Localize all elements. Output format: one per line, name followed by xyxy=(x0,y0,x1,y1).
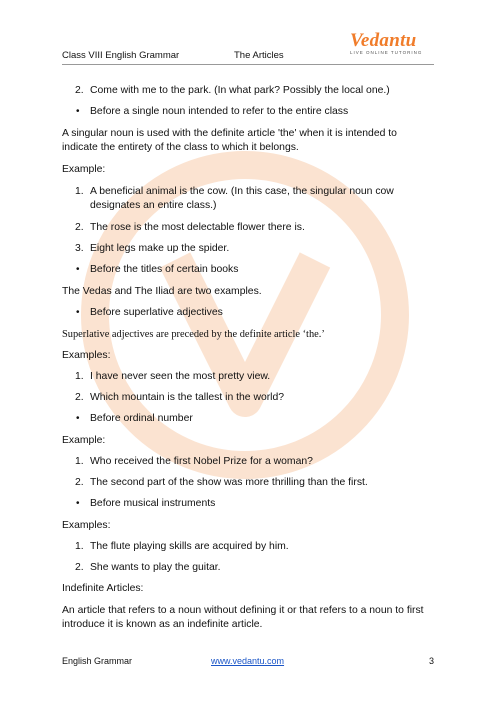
list-text: The second part of the show was more thrilling than the first. xyxy=(90,477,368,488)
list-number: 1. xyxy=(75,186,84,197)
bullet-text: Before the titles of certain books xyxy=(90,264,239,275)
header-subject: Class VIII English Grammar xyxy=(62,50,180,61)
footer-subject: English Grammar xyxy=(62,656,133,666)
list-text: Which mountain is the tallest in the world? xyxy=(90,392,285,403)
paragraph-line: An article that refers to a noun without defining it or that refers to a noun to first xyxy=(62,605,424,616)
list-text: Who received the first Nobel Prize for a woman? xyxy=(90,456,313,467)
list-text: Come with me to the park. (In what park? Possibly the local one.) xyxy=(90,85,390,96)
footer-link[interactable]: www.vedantu.com xyxy=(211,656,285,666)
list-text: Eight legs make up the spider. xyxy=(90,243,230,254)
bullet-icon: • xyxy=(76,498,80,509)
page-number: 3 xyxy=(428,656,434,666)
example-label: Example: xyxy=(62,435,106,446)
example-label: Examples: xyxy=(62,350,111,361)
bullet-text: Before musical instruments xyxy=(90,498,216,509)
list-text: I have never seen the most pretty view. xyxy=(90,371,271,382)
list-number: 1. xyxy=(75,371,84,382)
bullet-icon: • xyxy=(76,307,80,318)
logo-tagline: LIVE ONLINE TUTORING xyxy=(350,50,423,55)
bullet-text: Before superlative adjectives xyxy=(90,307,223,318)
bullet-icon: • xyxy=(76,106,80,117)
list-text: The rose is the most delectable flower there is. xyxy=(90,222,305,233)
list-number: 2. xyxy=(75,222,84,233)
vedantu-logo xyxy=(350,30,434,55)
example-label: Example: xyxy=(62,164,106,175)
logo-text: Vedantu xyxy=(350,30,417,51)
list-number: 2. xyxy=(75,85,84,96)
list-text: designates an entire class.) xyxy=(90,200,217,211)
list-number: 3. xyxy=(75,243,84,254)
paragraph-line: A singular noun is used with the definite article 'the' when it is intended to xyxy=(62,128,397,139)
paragraph-line: Superlative adjectives are preceded by the definite article ‘the.’ xyxy=(62,329,325,340)
paragraph-line: indicate the entirety of the class to which it belongs. xyxy=(62,142,299,153)
list-number: 1. xyxy=(75,456,84,467)
list-text: The flute playing skills are acquired by him. xyxy=(90,541,289,552)
list-number: 2. xyxy=(75,562,84,573)
bullet-text: Before a single noun intended to refer to the entire class xyxy=(90,106,349,117)
header-chapter: The Articles xyxy=(234,50,284,61)
section-heading: Indefinite Articles: xyxy=(62,583,144,594)
list-text: A beneficial animal is the cow. (In this case, the singular noun cow xyxy=(90,186,394,197)
paragraph-line: The Vedas and The Iliad are two examples. xyxy=(62,286,262,297)
bullet-icon: • xyxy=(76,264,80,275)
list-text: She wants to play the guitar. xyxy=(90,562,221,573)
paragraph-line: introduce it is known as an indefinite article. xyxy=(62,619,263,630)
list-number: 1. xyxy=(75,541,84,552)
example-label: Examples: xyxy=(62,520,111,531)
bullet-icon: • xyxy=(76,413,80,424)
bullet-text: Before ordinal number xyxy=(90,413,193,424)
header-divider xyxy=(62,64,434,65)
list-number: 2. xyxy=(75,477,84,488)
list-number: 2. xyxy=(75,392,84,403)
